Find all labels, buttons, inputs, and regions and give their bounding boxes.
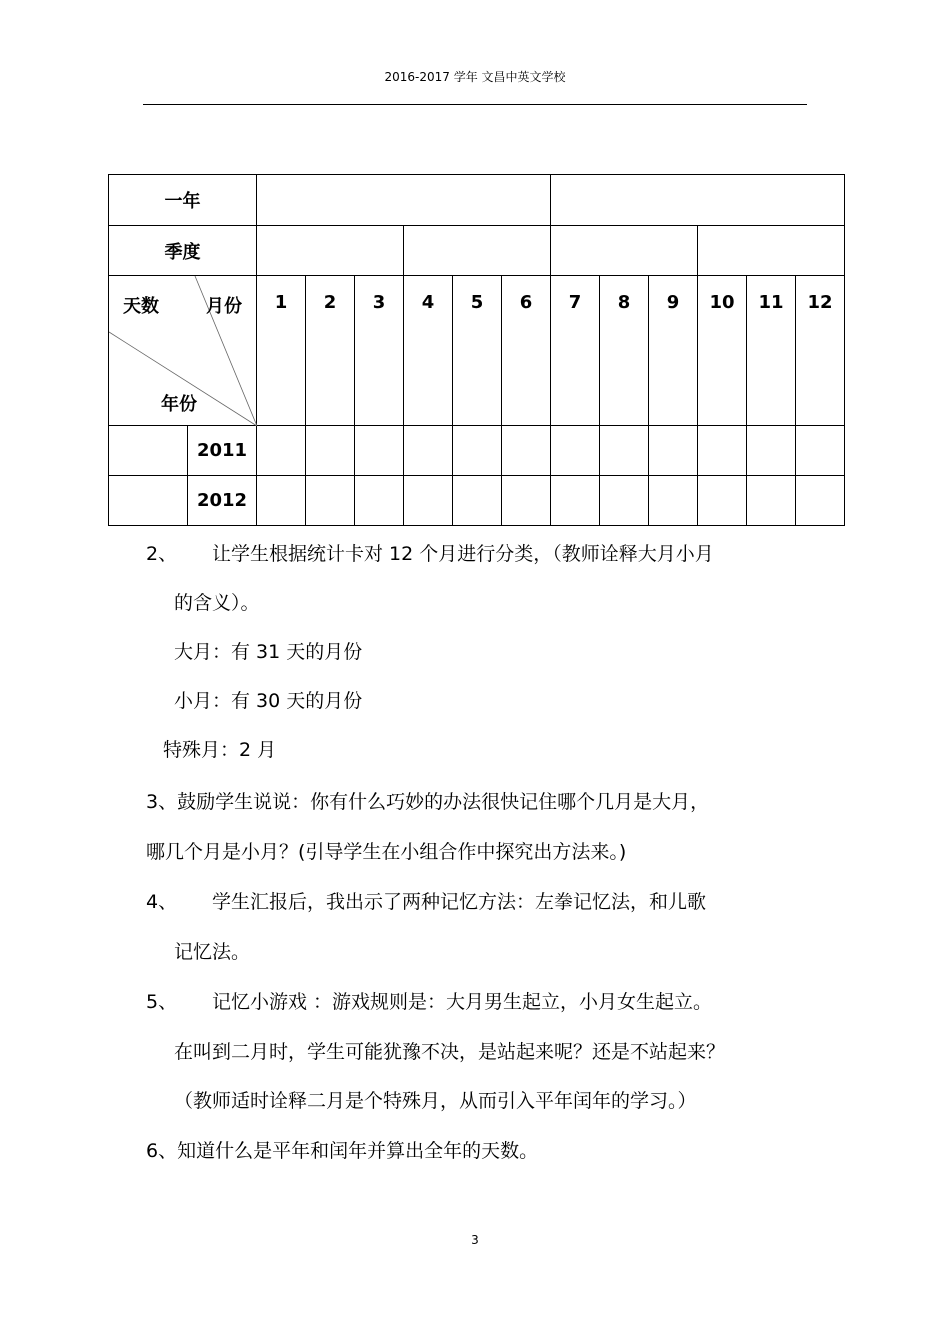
season-row	[109, 226, 845, 276]
month-cell: 10	[698, 276, 747, 426]
data-cell	[600, 426, 649, 476]
data-cell	[306, 426, 355, 476]
month-cell: 2	[306, 276, 355, 426]
days-label: 天数	[123, 296, 159, 317]
paragraph-line: （教师适时诠释二月是个特殊月，从而引入平年闰年的学习。）	[174, 1090, 697, 1112]
month-cell: 8	[600, 276, 649, 426]
data-cell	[551, 476, 600, 526]
data-cell	[404, 426, 453, 476]
data-cell	[698, 476, 747, 526]
paragraph-line: 记忆法。	[174, 941, 251, 963]
data-cell	[355, 426, 404, 476]
paragraph-line: 6、知道什么是平年和闰年并算出全年的天数。	[146, 1140, 539, 1162]
data-cell	[551, 426, 600, 476]
month-cell: 6	[502, 276, 551, 426]
month-cell: 12	[796, 276, 845, 426]
month-label: 月份	[206, 296, 242, 317]
half-year-cell-2	[551, 175, 845, 226]
blank-cell	[109, 476, 188, 526]
month-cell: 4	[404, 276, 453, 426]
month-cell: 5	[453, 276, 502, 426]
data-cell	[747, 476, 796, 526]
data-cell	[649, 426, 698, 476]
data-cell	[355, 476, 404, 526]
table-row	[109, 426, 845, 476]
year-cell: 2012	[188, 476, 257, 526]
data-cell	[502, 476, 551, 526]
paragraph-line: 让学生根据统计卡对 12 个月进行分类，（教师诠释大月小月	[212, 543, 714, 565]
year-row	[109, 175, 845, 226]
month-cell: 7	[551, 276, 600, 426]
small-month-line: 小月：有 30 天的月份	[174, 690, 363, 712]
paragraph-line: 记忆小游戏 ：游戏规则是：大月男生起立，小月女生起立。	[212, 991, 713, 1013]
year-label-cell: 一年	[109, 175, 257, 226]
header-rule	[143, 104, 807, 105]
month-cell: 9	[649, 276, 698, 426]
data-cell	[453, 476, 502, 526]
half-year-cell-1	[257, 175, 551, 226]
paragraph-line: 学生汇报后，我出示了两种记忆方法：左拳记忆法，和儿歌	[212, 891, 707, 913]
data-cell	[600, 476, 649, 526]
special-month-line: 特殊月：2 月	[163, 739, 277, 761]
paragraph-line: 哪几个月是小月？(引导学生在小组合作中探究出方法来。)	[146, 841, 627, 863]
year-cell: 2011	[188, 426, 257, 476]
data-cell	[404, 476, 453, 526]
month-cell: 1	[257, 276, 306, 426]
season-cell-2	[404, 226, 551, 276]
table-row	[109, 476, 845, 526]
data-cell	[453, 426, 502, 476]
paragraph-line: 3、鼓励学生说说：你有什么巧妙的办法很快记住哪个几月是大月，	[146, 791, 710, 813]
season-cell-4	[698, 226, 845, 276]
big-month-line: 大月：有 31 天的月份	[174, 641, 363, 663]
item-number: 5、	[146, 991, 178, 1013]
item-number: 4、	[146, 891, 178, 913]
data-cell	[649, 476, 698, 526]
year-axis-label: 年份	[161, 394, 197, 415]
page-header: 2016-2017 学年 文昌中英文学校	[384, 70, 566, 84]
month-cell: 11	[747, 276, 796, 426]
season-cell-3	[551, 226, 698, 276]
season-label-cell: 季度	[109, 226, 257, 276]
data-cell	[747, 426, 796, 476]
item-number: 2、	[146, 543, 178, 565]
data-cell	[502, 426, 551, 476]
data-cell	[306, 476, 355, 526]
month-statistics-table	[108, 174, 845, 526]
data-cell	[796, 476, 845, 526]
blank-cell	[109, 426, 188, 476]
data-cell	[257, 426, 306, 476]
month-cell: 3	[355, 276, 404, 426]
data-cell	[796, 426, 845, 476]
month-header-row	[109, 276, 845, 426]
paragraph-line: 在叫到二月时，学生可能犹豫不决，是站起来呢？还是不站起来？	[174, 1041, 726, 1063]
data-cell	[257, 476, 306, 526]
diagonal-header-cell	[109, 276, 257, 426]
data-cell	[698, 426, 747, 476]
season-cell-1	[257, 226, 404, 276]
paragraph-line: 的含义）。	[174, 592, 260, 614]
page-number: 3	[471, 1233, 479, 1247]
